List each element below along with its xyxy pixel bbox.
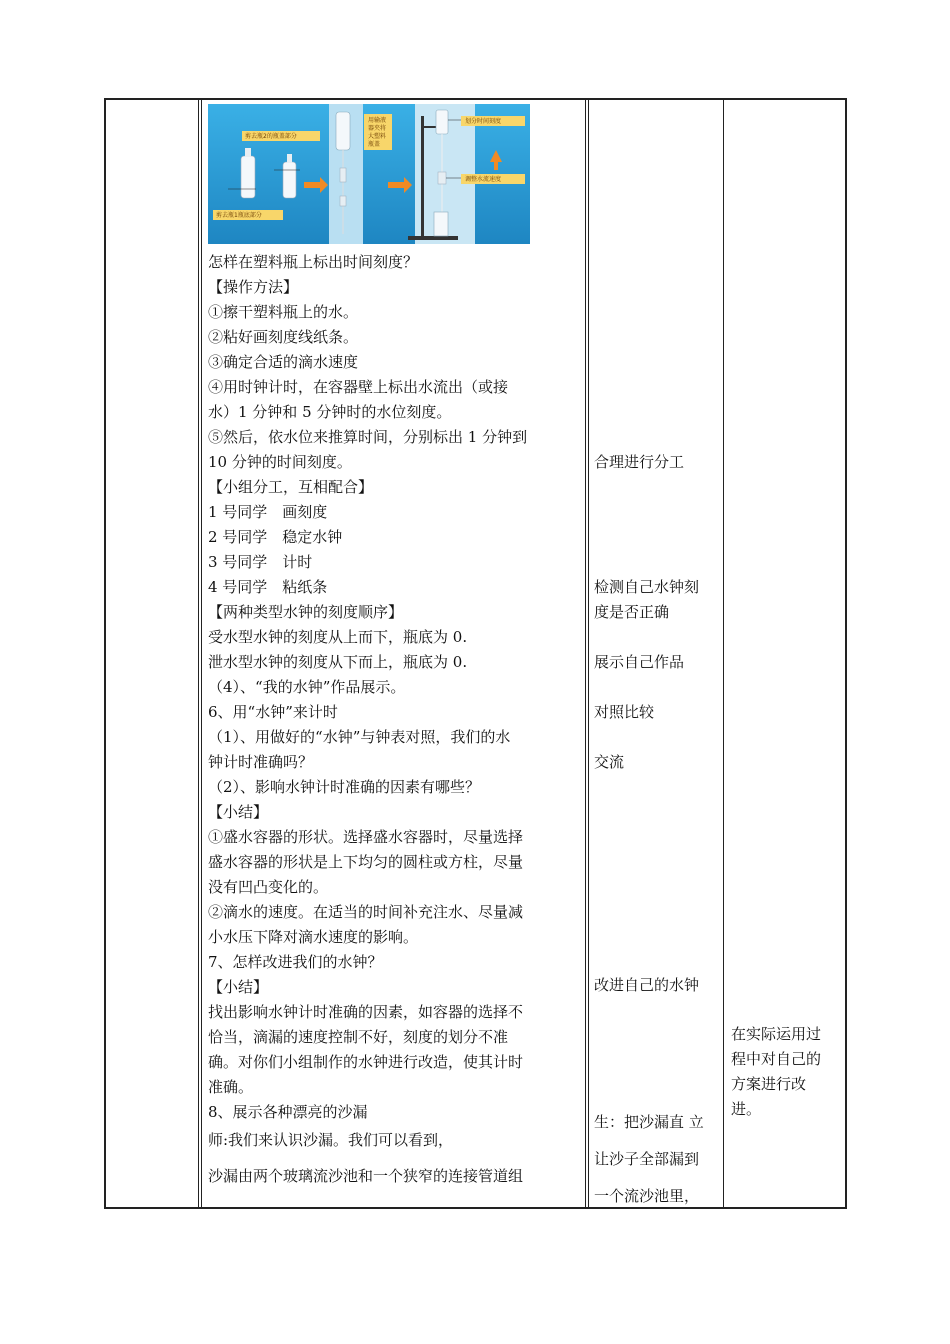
content-line: 钟计时准确吗？ (208, 753, 314, 771)
content-line: 准确。 (208, 1078, 254, 1096)
lesson-content-tail-1: 师:我们来认识沙漏。我们可以看到， (208, 1131, 454, 1149)
content-line: 【小结】 (208, 978, 269, 996)
table-bottom-border (104, 1207, 847, 1209)
content-line: 【操作方法】 (208, 278, 299, 296)
activity-improve: 改进自己的水钟 (594, 976, 700, 994)
content-line: 水）1 分钟和 5 分钟时的水位刻度。 (208, 403, 452, 421)
content-line: 10 分钟的时间刻度。 (208, 453, 352, 471)
content-line: ①擦干塑料瓶上的水。 (208, 303, 359, 321)
column-divider-3 (723, 98, 724, 1209)
content-line: 8、展示各种漂亮的沙漏 (208, 1103, 368, 1121)
svg-text:大塑料: 大塑料 (368, 133, 387, 140)
content-line: 确。对你们小组制作的水钟进行改造，使其计时 (208, 1053, 524, 1071)
content-line: 小水压下降对滴水速度的影响。 (208, 928, 419, 946)
content-line: 盛水容器的形状是上下均匀的圆柱或方柱，尽量 (208, 853, 524, 871)
content-line: 3 号同学 计时 (208, 553, 313, 571)
svg-text:器夹将: 器夹将 (368, 125, 387, 132)
column-divider-2b (588, 98, 589, 1209)
content-line: 6、用“水钟”来计时 (208, 703, 338, 721)
content-line: ⑤然后，依水位来推算时间，分别标出 1 分钟到 (208, 428, 528, 446)
column-divider-1b (201, 98, 202, 1209)
content-line: （2）、影响水钟计时准确的因素有哪些？ (208, 778, 481, 796)
content-line: 【小结】 (208, 803, 269, 821)
table-left-border (104, 98, 106, 1209)
content-line: 2 号同学 稳定水钟 (208, 528, 343, 546)
water-clock-diagram (208, 104, 530, 244)
content-line: 7、怎样改进我们的水钟？ (208, 953, 383, 971)
content-line: 【小组分工，互相配合】 (208, 478, 374, 496)
content-line: ②滴水的速度。在适当的时间补充注水、尽量减 (208, 903, 524, 921)
table-right-border (845, 98, 847, 1209)
svg-text:调整水流速度: 调整水流速度 (465, 176, 502, 183)
activity-show-work: 展示自己作品 (594, 653, 685, 671)
content-line: 泄水型水钟的刻度从下而上，瓶底为 0. (208, 653, 468, 671)
svg-text:瓶盖: 瓶盖 (368, 141, 381, 148)
svg-text:用输液: 用输液 (368, 117, 387, 124)
design-note: 在实际运用过 程中对自己的 方案进行改 进。 (731, 1025, 822, 1118)
content-line: ②粘好画刻度线纸条。 (208, 328, 359, 346)
content-line: 4 号同学 粘纸条 (208, 578, 328, 596)
content-line: 怎样在塑料瓶上标出时间刻度？ (208, 253, 419, 271)
content-line: （4）、“我的水钟”作品展示。 (208, 678, 406, 696)
content-line: 【两种类型水钟的刻度顺序】 (208, 603, 404, 621)
column-divider-1 (198, 98, 199, 1209)
svg-text:划分时间刻度: 划分时间刻度 (465, 118, 502, 125)
content-line: ④用时钟计时，在容器壁上标出水流出（或接 (208, 378, 509, 396)
content-line: ③确定合适的滴水速度 (208, 353, 359, 371)
lesson-content-tail-2: 沙漏由两个玻璃流沙池和一个狭窄的连接管道组 (208, 1167, 524, 1185)
activity-check-scale: 检测自己水钟刻 度是否正确 (594, 578, 700, 621)
content-line: （1）、用做好的“水钟”与钟表对照，我们的水 (208, 728, 511, 746)
svg-text:剪去瓶1瓶底部分: 剪去瓶1瓶底部分 (216, 212, 262, 219)
activity-discuss: 交流 (594, 753, 625, 771)
content-line: 1 号同学 画刻度 (208, 503, 328, 521)
content-line: 受水型水钟的刻度从上而下，瓶底为 0. (208, 628, 468, 646)
activity-compare: 对照比较 (594, 703, 655, 721)
column-divider-2 (585, 98, 586, 1209)
lesson-content (208, 250, 568, 1125)
content-line: 没有凹凸变化的。 (208, 878, 329, 896)
content-line: 找出影响水钟计时准确的因素，如容器的选择不 (208, 1003, 524, 1021)
table-top-border (104, 98, 847, 100)
svg-text:剪去瓶2的瓶盖部分: 剪去瓶2的瓶盖部分 (245, 133, 297, 140)
activity-division-of-labor: 合理进行分工 (594, 453, 685, 471)
activity-hourglass: 生：把沙漏直 立 让沙子全部漏到 一个流沙池里， (594, 1113, 704, 1205)
content-line: ①盛水容器的形状。选择盛水容器时，尽量选择 (208, 828, 524, 846)
content-line: 恰当，滴漏的速度控制不好，刻度的划分不准 (208, 1028, 509, 1046)
